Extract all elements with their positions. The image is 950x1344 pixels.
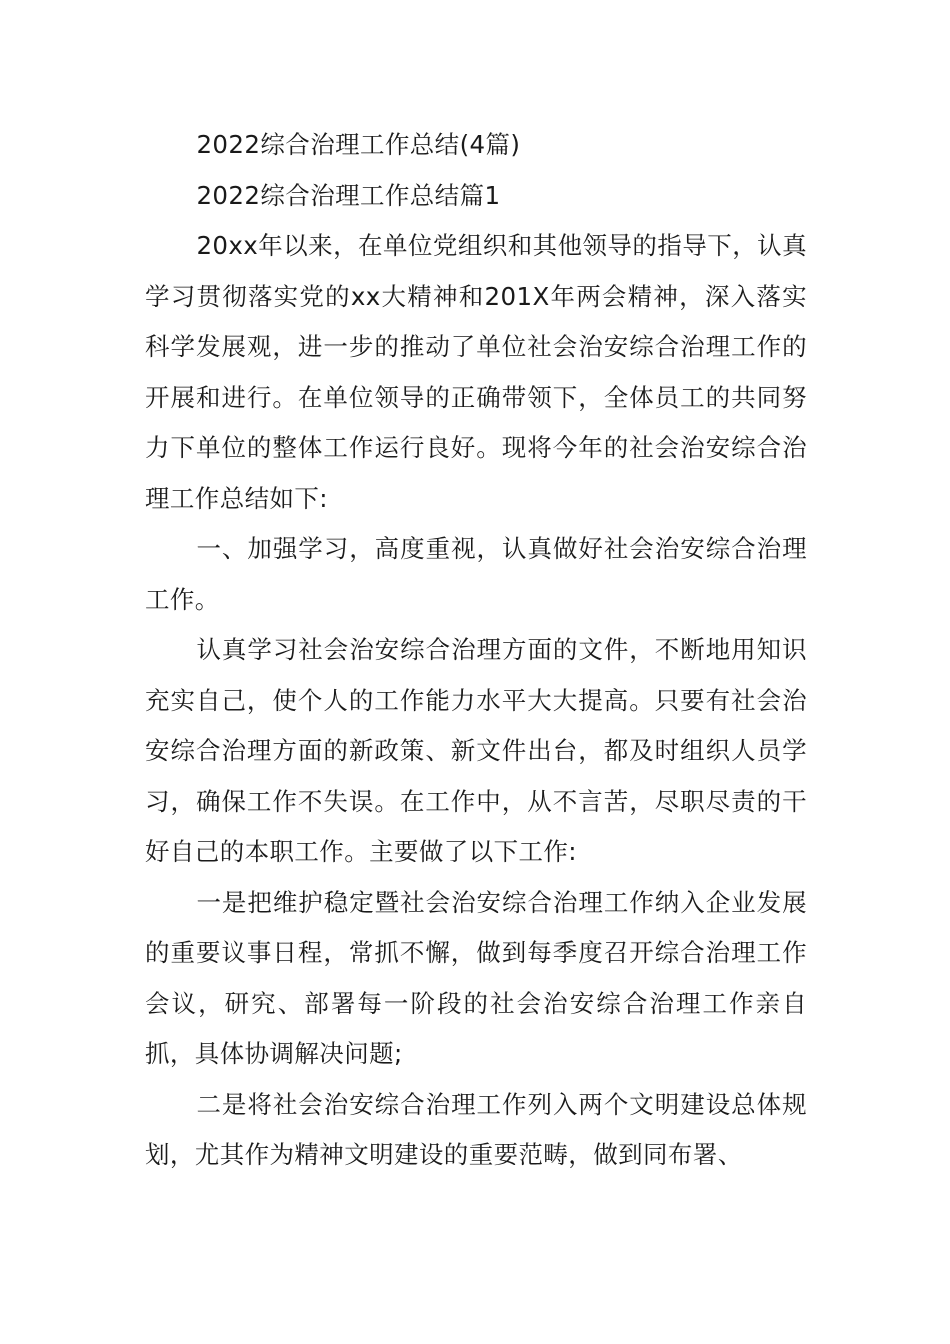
section-heading-1: 一、加强学习，高度重视，认真做好社会治安综合治理工作。 — [145, 534, 807, 614]
paragraph-point-2: 二是将社会治安综合治理工作列入两个文明建设总体规划，尤其作为精神文明建设的重要范畴，做到同布署、 — [145, 1089, 807, 1169]
document-body — [145, 120, 807, 1181]
document-subtitle: 2022综合治理工作总结篇1 — [196, 180, 501, 210]
paragraph-point-1: 一是把维护稳定暨社会治安综合治理工作纳入企业发展的重要议事日程，常抓不懈，做到每季度召开综合治理工作会议，研究、部署每一阶段的社会治安综合治理工作亲自抓，具体协调解决问题; — [145, 887, 807, 1068]
paragraph-intro: 20xx年以来，在单位党组织和其他领导的指导下，认真学习贯彻落实党的xx大精神和201X年两会精神，深入落实科学发展观，进一步的推动了单位社会治安综合治理工作的开展和进行。在单位领导的正确带领下，全体员工的共同努力下单位的整体工作运行良好。现将今年的社会治安综合治理工作总结如下: — [145, 231, 807, 513]
paragraph-study: 认真学习社会治安综合治理方面的文件，不断地用知识充实自己，使个人的工作能力水平大大提高。只要有社会治安综合治理方面的新政策、新文件出台，都及时组织人员学习，确保工作不失误。在工作中，从不言苦，尽职尽责的干好自己的本职工作。主要做了以下工作: — [145, 635, 807, 866]
document-title: 2022综合治理工作总结(4篇) — [196, 130, 521, 159]
